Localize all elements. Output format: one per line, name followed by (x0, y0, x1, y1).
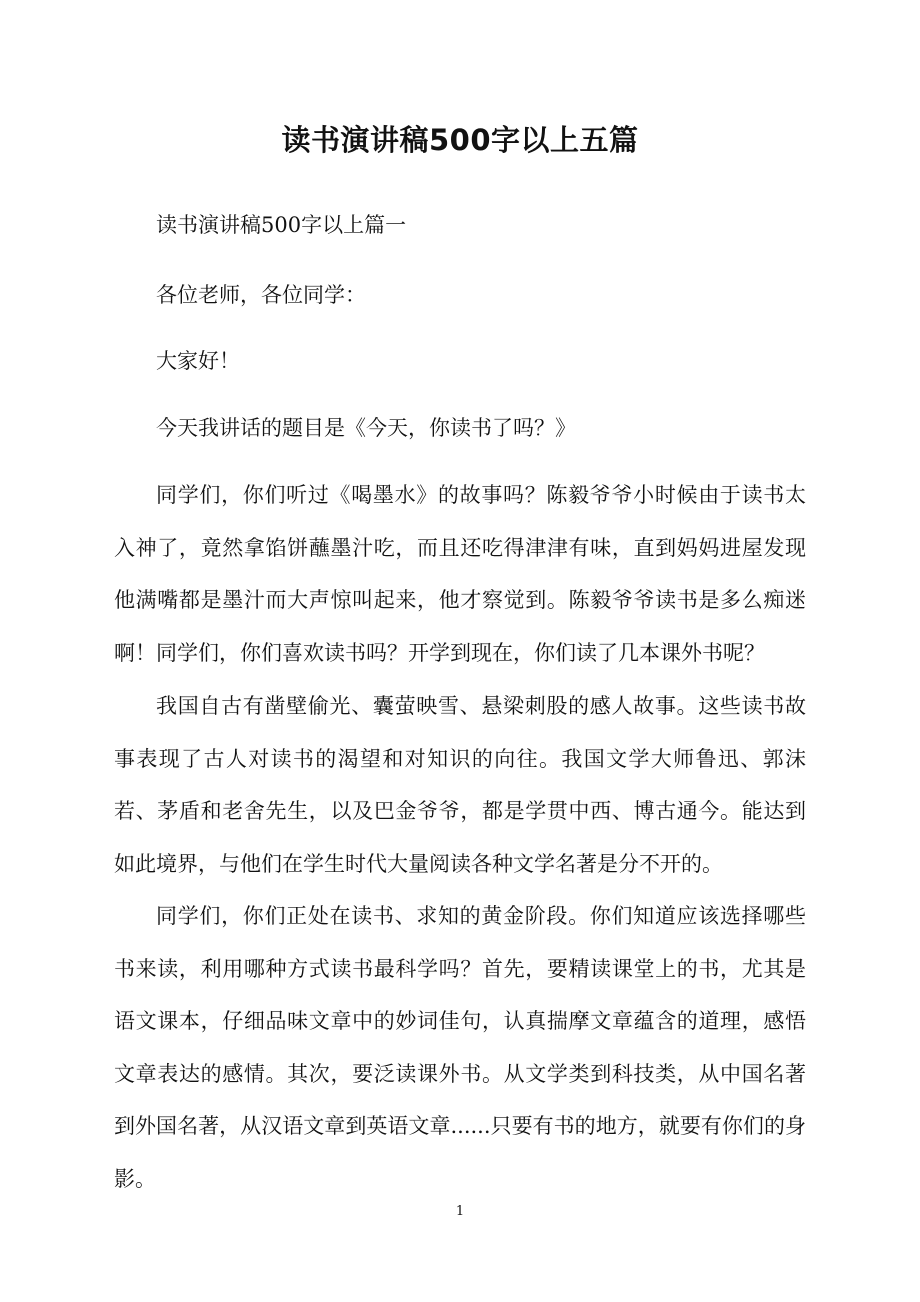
page-number: 1 (455, 1204, 465, 1219)
document-title: 读书演讲稿500字以上五篇 (281, 123, 639, 157)
greeting: 大家好！ (156, 349, 240, 373)
body-paragraph-3: 同学们，你们正处在读书、求知的黄金阶段。你们知道应该选择哪些书来读，利用哪种方式读书最科学吗？首先，要精读课堂上的书，尤其是语文课本，仔细品味文章中的妙词佳句，认真揣摩文章蕴含的道理，感悟文章表达的感情。其次，要泛读课外书。从文学类到科技类，从中国名著到外国名著，从汉语文章到英语文章......只要有书的地方，就要有你们的身影。 (114, 904, 806, 1191)
speech-topic: 今天我讲话的题目是《今天，你读书了吗？》 (156, 416, 576, 440)
body-paragraph-1: 同学们，你们听过《喝墨水》的故事吗？陈毅爷爷小时候由于读书太入神了，竟然拿馅饼蘸墨汁吃，而且还吃得津津有味，直到妈妈进屋发现他满嘴都是墨汁而大声惊叫起来，他才察觉到。陈毅爷爷读书是多么痴迷啊！同学们，你们喜欢读书吗？开学到现在，你们读了几本课外书呢？ (114, 483, 806, 665)
salutation: 各位老师，各位同学： (156, 283, 366, 307)
body-paragraph-2: 我国自古有凿壁偷光、囊萤映雪、悬梁刺股的感人故事。这些读书故事表现了古人对读书的渴望和对知识的向往。我国文学大师鲁迅、郭沫若、茅盾和老舍先生，以及巴金爷爷，都是学贯中西、博古通今。能达到如此境界，与他们在学生时代大量阅读各种文学名著是分不开的。 (114, 694, 806, 876)
section-heading: 读书演讲稿500字以上篇一 (156, 213, 407, 237)
